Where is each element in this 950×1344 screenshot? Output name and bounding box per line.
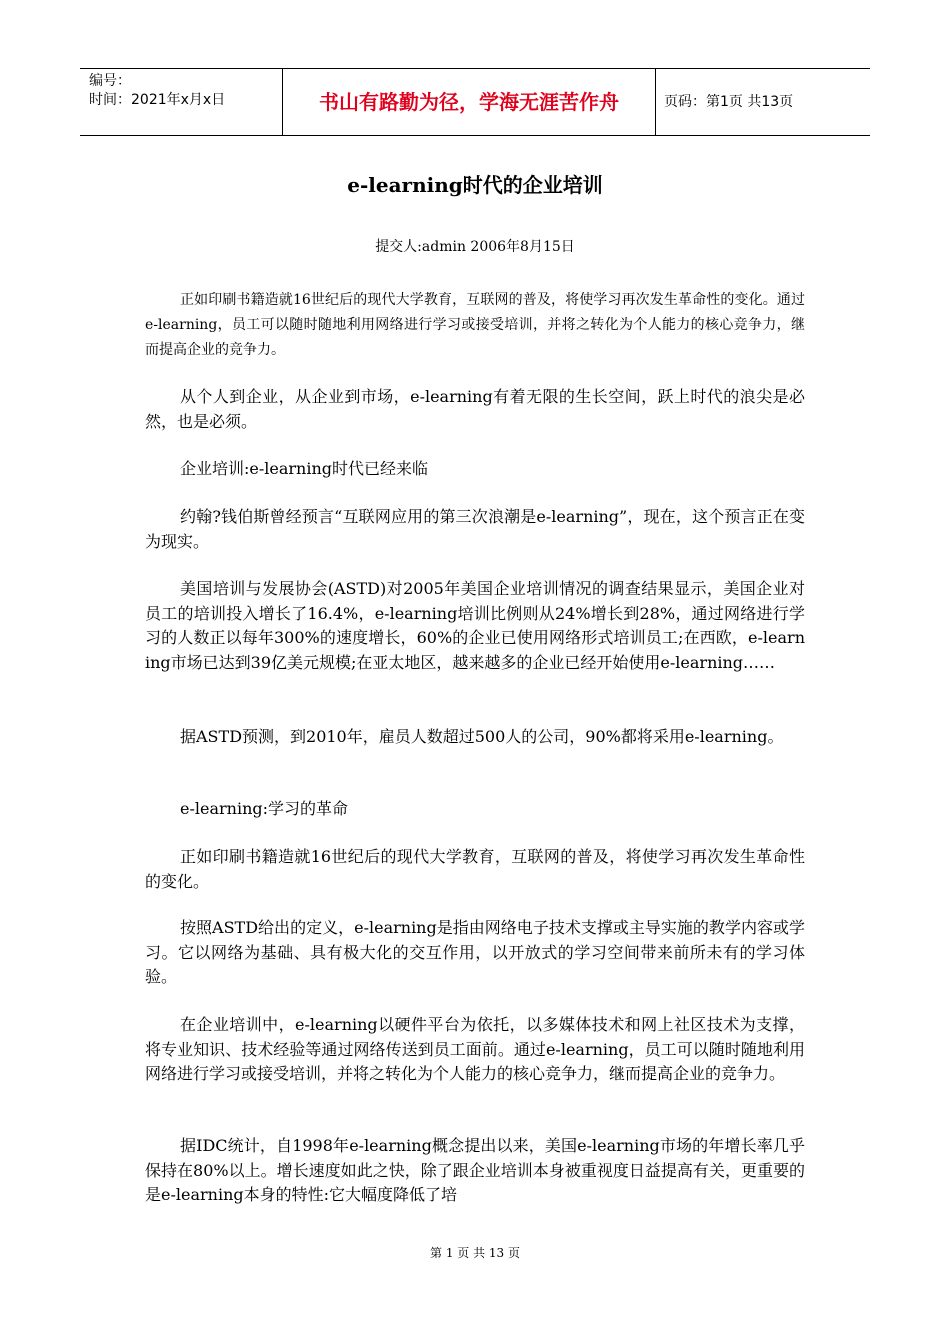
header-page-info: 页码：第1页 共13页: [664, 94, 794, 110]
document-header: [80, 68, 870, 136]
paragraph-7: 按照ASTD给出的定义，e-learning是指由网络电子技术支撑或主导实施的教学内容或学习。它以网络为基础、具有极大化的交互作用，以开放式的学习空间带来前所未有的学习体验。: [145, 918, 805, 986]
document-date: 时间：2021年x月x日: [89, 92, 226, 108]
paragraph-2: 从个人到企业，从企业到市场，e-learning有着无限的生长空间，跃上时代的浪尖是必然，也是必须。: [145, 387, 805, 431]
page-footer: 第 1 页 共 13 页: [430, 1246, 520, 1260]
paragraph-3: 约翰?钱伯斯曾经预言“互联网应用的第三次浪潮是e-learning”，现在，这个预言正在变为现实。: [145, 507, 805, 551]
header-motto: 书山有路勤为径，学海无涯苦作舟: [282, 69, 656, 135]
paragraph-9: 据IDC统计，自1998年e-learning概念提出以来，美国e-learning市场的年增长率几乎保持在80%以上。增长速度如此之快，除了跟企业培训本身被重视度日益提高有关，更重要的是e-learning本身的特性:它大幅度降低了培: [145, 1136, 805, 1204]
paragraph-1: 正如印刷书籍造就16世纪后的现代大学教育，互联网的普及，将使学习再次发生革命性的变化。通过e-learning，员工可以随时随地利用网络进行学习或接受培训，并将之转化为个人能力的核心竞争力，继而提高企业的竞争力。: [145, 292, 805, 358]
document-meta: 提交人:admin 2006年8月15日: [375, 239, 575, 255]
paragraph-4: 美国培训与发展协会(ASTD)对2005年美国企业培训情况的调查结果显示，美国企业对员工的培训投入增长了16.4%，e-learning培训比例则从24%增长到28%，通过网络进行学习的人数正以每年300%的速度增长，60%的企业已使用网络形式培训员工;在西欧，e-learning市场已达到39亿美元规模;在亚太地区，越来越多的企业已经开始使用e-learning……: [145, 579, 805, 672]
paragraph-6: 正如印刷书籍造就16世纪后的现代大学教育，互联网的普及，将使学习再次发生革命性的变化。: [145, 847, 805, 891]
paragraph-5: 据ASTD预测，到2010年，雇员人数超过500人的公司，90%都将采用e-learning。: [180, 727, 784, 746]
document-code-label: 编号：: [89, 73, 131, 89]
section-heading-2: e-learning:学习的革命: [180, 799, 349, 818]
header-left-cell: [80, 69, 282, 135]
document-title: e-learning时代的企业培训: [347, 173, 603, 197]
paragraph-8: 在企业培训中，e-learning以硬件平台为依托，以多媒体技术和网上社区技术为支撑，将专业知识、技术经验等通过网络传送到员工面前。通过e-learning，员工可以随时随地利用网络进行学习或接受培训，并将之转化为个人能力的核心竞争力，继而提高企业的竞争力。: [145, 1015, 805, 1083]
section-heading-1: 企业培训:e-learning时代已经来临: [180, 459, 429, 478]
